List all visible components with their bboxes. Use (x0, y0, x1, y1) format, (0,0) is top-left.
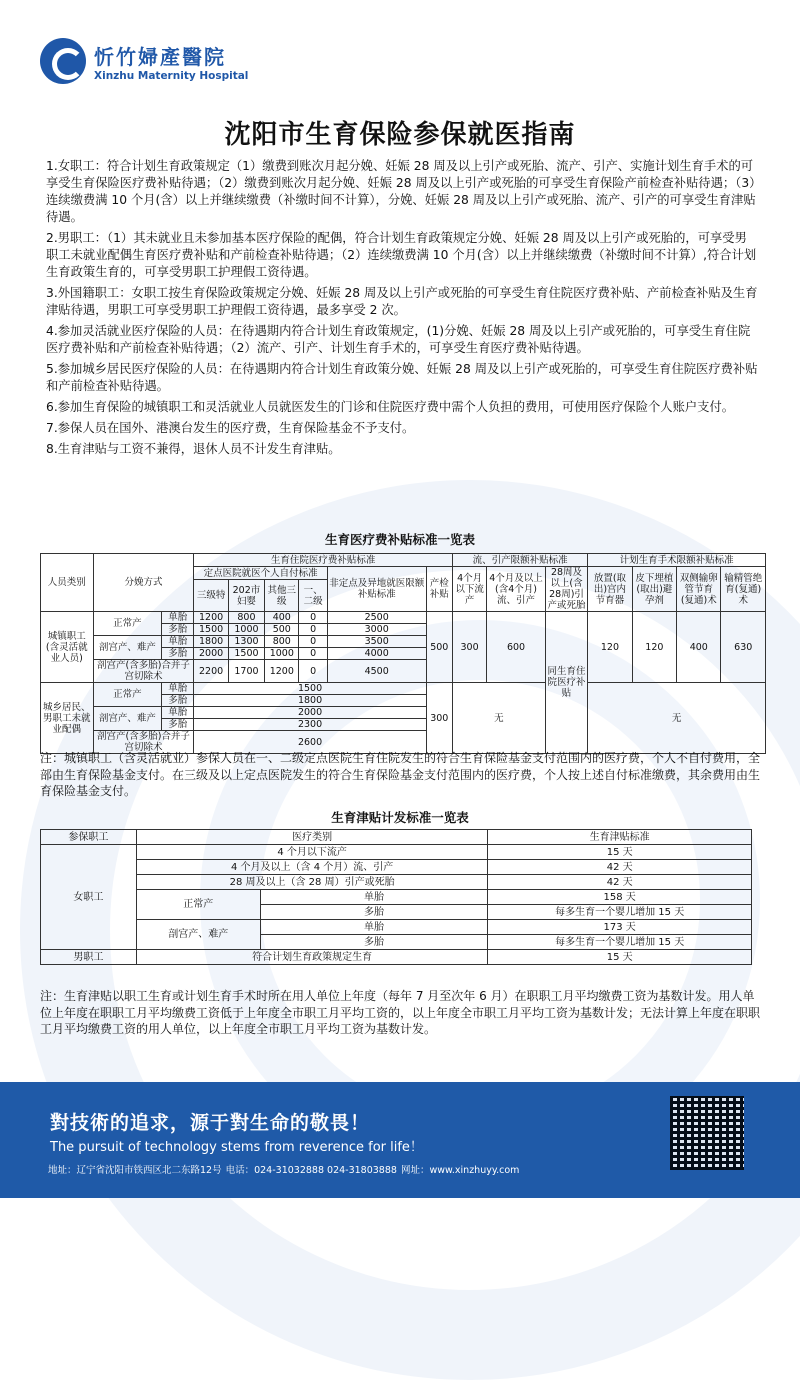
h-abortion: 流、引产限额补贴标准 (452, 554, 587, 567)
multi-label: 多胎 (162, 695, 194, 707)
cell: 0 (299, 624, 327, 636)
cell: 2200 (194, 660, 228, 683)
value: 42 天 (488, 875, 752, 890)
female-label: 女职工 (41, 845, 137, 950)
cell: 1200 (265, 660, 299, 683)
paragraph: 7.参保人员在国外、港澳台发生的医疗费，生育保险基金不予支付。 (46, 421, 415, 435)
single-label: 单胎 (162, 636, 194, 648)
cell: 400 (265, 612, 299, 624)
allowance-table (40, 829, 752, 965)
value: 173 天 (488, 920, 752, 935)
cell: 1200 (194, 612, 228, 624)
urban-fp-vas: 630 (721, 612, 766, 683)
cell: 2000 (194, 707, 426, 719)
h-prenatal: 产检补贴 (426, 567, 452, 612)
urban-fp-implant: 120 (632, 612, 676, 683)
male-label: 男职工 (41, 950, 137, 965)
cell: 1500 (228, 648, 264, 660)
paragraph: 8.生育津贴与工资不兼得，退休人员不计发生育津贴。 (46, 442, 341, 456)
footer-banner (0, 1082, 800, 1198)
h-person-type: 人员类别 (41, 554, 94, 612)
slogan-en: The pursuit of technology stems from reverence for life！ (50, 1140, 423, 1155)
h-fp-implant: 皮下埋植(取出)避孕剂 (632, 567, 676, 612)
urban-ab-ge4: 600 (487, 612, 546, 683)
cell: 3500 (327, 636, 426, 648)
cell: 2300 (194, 719, 426, 731)
cell: 2600 (194, 731, 426, 754)
h-designated: 定点医院就医个人自付标准 (194, 567, 327, 580)
csec-label: 剖宫产、难产 (93, 636, 162, 660)
cell: 1800 (194, 636, 228, 648)
value: 42 天 (488, 860, 752, 875)
h-ab-28: 28周及以上(含28周)引产或死胎 (545, 567, 587, 612)
single-label: 单胎 (260, 920, 488, 935)
value: 158 天 (488, 890, 752, 905)
cell: 0 (299, 612, 327, 624)
cell: 0 (299, 660, 327, 683)
medical-subsidy-table (40, 553, 766, 754)
multi-label: 多胎 (162, 719, 194, 731)
address: 地址：辽宁省沈阳市铁西区北二东路12号 (48, 1165, 222, 1176)
h-inpatient: 生育住院医疗费补贴标准 (194, 554, 452, 567)
cell: 0 (299, 648, 327, 660)
h-standard: 生育津贴标准 (488, 830, 752, 845)
cell: 2500 (327, 612, 426, 624)
male-type: 符合计划生育政策规定生育 (136, 950, 487, 965)
cell: 1300 (228, 636, 264, 648)
h-nondesignated: 非定点及异地就医限额补贴标准 (327, 567, 426, 612)
urban-ab-lt4: 300 (452, 612, 486, 683)
logo-name-en: Xinzhu Maternity Hospital (94, 69, 249, 82)
value: 15 天 (488, 950, 752, 965)
cell: 1700 (228, 660, 264, 683)
h-delivery: 分娩方式 (93, 554, 194, 612)
single-label: 单胎 (162, 707, 194, 719)
paragraph: 5.参加城乡居民医疗保险的人员：在待遇期内符合计划生育政策分娩、妊娠 28 周及以上引产或死胎的，可享受生育住院医疗费补贴和产前检查补贴待遇。 (46, 362, 758, 393)
single-label: 单胎 (162, 683, 194, 695)
paragraph: 6.参加生育保险的城镇职工和灵活就业人员就医发生的门诊和住院医疗费中需个人负担的费用，可使用医疗保险个人账户支付。 (46, 400, 735, 414)
csec-hyst-label: 剖宫产(含多胎)合并子宫切除术 (93, 660, 194, 683)
urban-prenatal: 500 (426, 612, 452, 683)
cell: 500 (265, 624, 299, 636)
single-label: 单胎 (260, 890, 488, 905)
multi-label: 多胎 (162, 648, 194, 660)
value: 每多生育一个婴儿增加 15 天 (488, 935, 752, 950)
h-ab-lt4: 4个月以下流产 (452, 567, 486, 612)
contact-info (48, 1162, 519, 1176)
logo-name-cn: 忻竹婦產醫院 (94, 44, 226, 69)
cell: 1500 (194, 624, 228, 636)
paragraph: 1.女职工：符合计划生育政策规定（1）缴费到账次月起分娩、妊娠 28 周及以上引产或死胎、流产、引产、实施计划生育手术的可享受生育保险医疗费补贴待遇；（2）缴费到账次月起分娩、妊娠 28 周及以上引产或死胎的可享受生育保险产前检查补贴待遇；（3）连续缴费满 10 个月(含）以上并继续缴费（补缴时间不计算），分娩、妊娠 28 周及以上引产或死胎、流产、引产的可享受生育津贴待遇。 (46, 159, 756, 224)
h-insured: 参保职工 (41, 830, 137, 845)
paragraph: 3.外国籍职工：女职工按生育保险政策规定分娩、妊娠 28 周及以上引产或死胎的可享受生育住院医疗费补贴、产前检查补贴及生育津贴待遇，男职工可享受男职工护理假工资待遇，最多享受 2 次。 (46, 286, 758, 317)
slogan-cn: 對技術的追求，源于對生命的敬畏！ (50, 1112, 371, 1134)
cell: 800 (228, 612, 264, 624)
urban-label: 城镇职工(含灵活就业人员) (41, 612, 94, 683)
cell: 4500 (327, 660, 426, 683)
cell: 3000 (327, 624, 426, 636)
rural-label: 城乡居民、男职工未就业配偶 (41, 683, 94, 754)
normal-label: 正常产 (93, 683, 162, 707)
h-family-planning: 计划生育手术限额补贴标准 (588, 554, 766, 567)
website-link[interactable]: 网址：www.xinzhuyy.com (400, 1165, 520, 1176)
table1-title: 生育医疗费补贴标准一览表 (324, 532, 475, 547)
single-label: 单胎 (162, 612, 194, 624)
phone: 电话：024-31032888 024-31803888 (225, 1165, 397, 1176)
urban-fp-tubal: 400 (677, 612, 721, 683)
hospital-logo-icon (40, 38, 86, 84)
h-grade12: 一、二级 (299, 580, 327, 612)
logo-text (94, 41, 248, 82)
multi-label: 多胎 (260, 935, 488, 950)
csec-label: 剖宫产、难产 (136, 920, 260, 950)
paragraph: 2.男职工：（1）其未就业且未参加基本医疗保险的配偶，符合计划生育政策规定分娩、妊娠 28 周及以上引产或死胎的，可享受男职工未就业配偶生育医疗费补贴和产前检查补贴待遇；（2）连续缴费满 10 个月(含）以上并继续缴费（补缴时间不计算）,符合计划生育政策生育的，可享受男职工护理假工资待遇。 (46, 231, 757, 279)
hospital-logo (40, 38, 248, 84)
normal-label: 正常产 (136, 890, 260, 920)
h-fp-tubal: 双侧输卵管节育(复通)术 (677, 567, 721, 612)
rural-prenatal: 300 (426, 683, 452, 754)
rural-fp-none: 无 (588, 683, 766, 754)
cell: 4000 (327, 648, 426, 660)
multi-label: 多胎 (260, 905, 488, 920)
h-other3: 其他三级 (265, 580, 299, 612)
type-lt4: 4 个月以下流产 (136, 845, 487, 860)
type-ge4: 4 个月及以上（含 4 个月）流、引产 (136, 860, 487, 875)
qr-code-icon (670, 1096, 744, 1170)
paragraph: 4.参加灵活就业医疗保险的人员：在待遇期内符合计划生育政策规定，(1)分娩、妊娠 28 周及以上引产或死胎的，可享受生育住院医疗费补贴和产前检查补贴待遇；（2）流产、引产、计划生育手术的，可享受生育医疗费补贴待遇。 (46, 324, 751, 355)
h-202: 202市妇婴 (228, 580, 264, 612)
type-28w: 28 周及以上（含 28 周）引产或死胎 (136, 875, 487, 890)
urban-fp-iud: 120 (588, 612, 632, 683)
table1-note: 注：城镇职工（含灵活就业）参保人员在一、二级定点医院生育住院发生的符合生育保险基金支付范围内的医疗费，个人不自付费用，全部由生育保险基金支付。在三级及以上定点医院发生的符合生育保险基金支付范围内的医疗费，个人按上述自付标准缴费，其余费用由生育保险基金支付。 (40, 751, 761, 798)
rural-ab-none: 无 (452, 683, 545, 754)
cell: 1000 (228, 624, 264, 636)
cell: 1000 (265, 648, 299, 660)
h-type: 医疗类别 (136, 830, 487, 845)
table2-note: 注：生育津贴以职工生育或计划生育手术时所在用人单位上年度（每年 7 月至次年 6 月）在职职工月平均缴费工资为基数计发。用人单位上年度在职职工月平均缴费工资低于上年度全市职工月平均工资的，以上年度全市职工月平均工资为基数计发；无法计算上年度在职职工月平均缴费工资的用人单位，以上年度全市职工月平均工资为基数计发。 (40, 989, 761, 1036)
multi-label: 多胎 (162, 624, 194, 636)
cell: 1800 (194, 695, 426, 707)
table2-title: 生育津贴计发标准一览表 (331, 810, 469, 825)
cell: 1500 (194, 683, 426, 695)
same-as-inpatient: 同生育住院医疗补贴 (545, 612, 587, 754)
cell: 2000 (194, 648, 228, 660)
guide-paragraphs (46, 158, 758, 462)
csec-hyst-label: 剖宫产(含多胎)合并子宫切除术 (93, 731, 194, 754)
cell: 0 (299, 636, 327, 648)
page-title: 沈阳市生育保险参保就医指南 (224, 120, 576, 150)
cell: 800 (265, 636, 299, 648)
normal-label: 正常产 (93, 612, 162, 636)
csec-label: 剖宫产、难产 (93, 707, 162, 731)
h-grade3: 三级特 (194, 580, 228, 612)
h-fp-iud: 放置(取出)宫内节育器 (588, 567, 632, 612)
value: 每多生育一个婴儿增加 15 天 (488, 905, 752, 920)
value: 15 天 (488, 845, 752, 860)
h-fp-vas: 输精管绝育(复通)术 (721, 567, 766, 612)
h-ab-ge4: 4个月及以上(含4个月)流、引产 (487, 567, 546, 612)
